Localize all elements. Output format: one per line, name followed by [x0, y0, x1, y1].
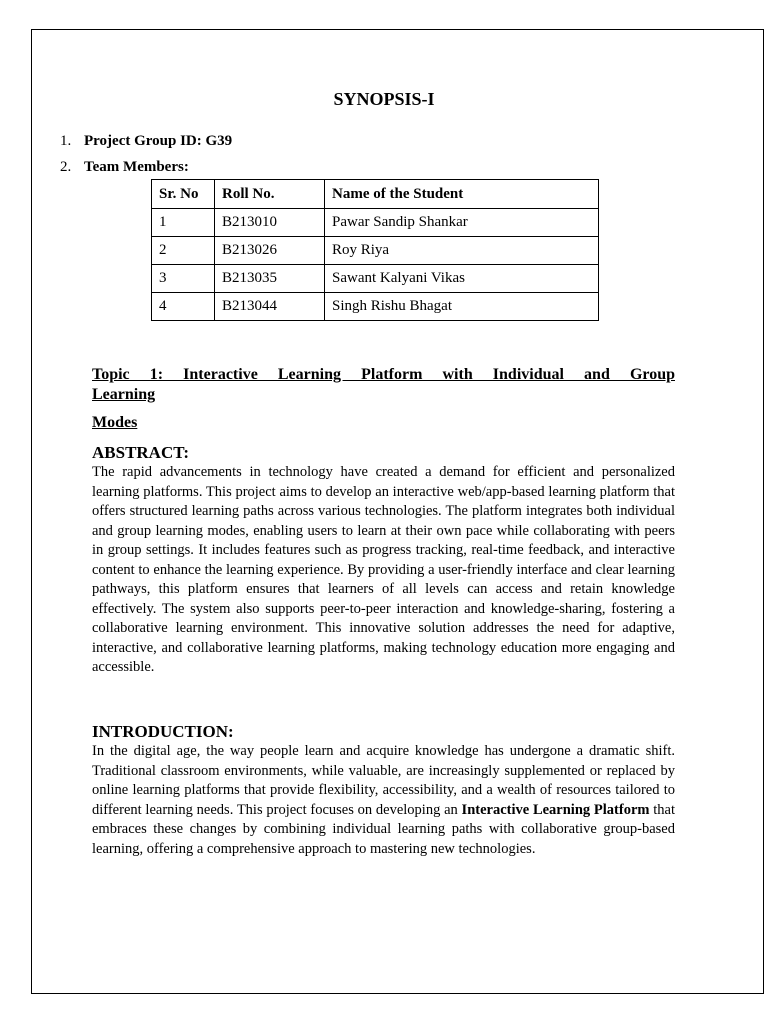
- item-number: 2.: [60, 159, 72, 175]
- topic-title-continuation: Modes: [92, 414, 138, 431]
- cell-roll-no: B213026: [215, 237, 325, 265]
- item-number: 1.: [60, 133, 72, 149]
- intro-text-bold: Interactive Learning Platform: [461, 801, 650, 818]
- introduction-heading: INTRODUCTION:: [92, 722, 234, 741]
- cell-roll-no: B213010: [215, 209, 325, 237]
- item-label: Project Group ID: G39: [84, 133, 233, 149]
- document-title: SYNOPSIS-I: [333, 89, 435, 109]
- item-label: Team Members:: [84, 159, 189, 175]
- team-members-item: [60, 159, 189, 176]
- table-row: [152, 265, 599, 293]
- cell-student-name: Pawar Sandip Shankar: [325, 209, 599, 237]
- intro-text-after: that embraces these changes by combining individual learning paths with collaborative group-based learning, offering a comprehensive approach to mastering new technologies.: [92, 801, 675, 857]
- cell-sr-no: 4: [152, 293, 215, 321]
- topic-title-line: Learning: [92, 386, 156, 403]
- cell-student-name: Singh Rishu Bhagat: [325, 293, 599, 321]
- column-header-student-name: Name of the Student: [325, 180, 599, 209]
- table-row: [152, 293, 599, 321]
- table-header-row: [152, 180, 599, 209]
- cell-roll-no: B213044: [215, 293, 325, 321]
- topic-heading: [92, 365, 675, 405]
- cell-sr-no: 2: [152, 237, 215, 265]
- abstract-paragraph: The rapid advancements in technology have created a demand for efficient and personalized learning platforms. This project aims to develop an interactive web/app-based learning platform that offers structured learning paths across various technologies. The platform integrates both individual and group learning modes, enabling users to learn at their own pace while collaborating with peers in group settings. It includes features such as progress tracking, real-time feedback, and interactive content to enhance the learning experience. By providing a user-friendly interface and clear learning pathways, this platform ensures that learners of all levels can access and retain knowledge effectively. The system also supports peer-to-peer interaction and knowledge-sharing, fostering a collaborative learning environment. This innovative solution addresses the need for adaptive, interactive, and collaborative learning platforms, making technology education more engaging and accessible.: [92, 464, 675, 675]
- team-members-table: [151, 179, 599, 321]
- table-row: [152, 209, 599, 237]
- project-group-item: [60, 133, 232, 150]
- column-header-sr-no: Sr. No: [152, 180, 215, 209]
- intro-text-before: In the digital age, the way people learn and acquire knowledge has undergone a dramatic shift. Traditional classroom environments, while valuable, are increasingly supplemented or replaced by online learning platforms that provide flexibility, accessibility, and a wealth of resources tailored to different learning needs. This project focuses on developing an: [92, 743, 675, 818]
- introduction-paragraph: [92, 742, 675, 859]
- cell-student-name: Sawant Kalyani Vikas: [325, 265, 599, 293]
- column-header-roll-no: Roll No.: [215, 180, 325, 209]
- abstract-heading: ABSTRACT:: [92, 443, 189, 462]
- cell-roll-no: B213035: [215, 265, 325, 293]
- table-row: [152, 237, 599, 265]
- cell-sr-no: 3: [152, 265, 215, 293]
- cell-sr-no: 1: [152, 209, 215, 237]
- cell-student-name: Roy Riya: [325, 237, 599, 265]
- topic-title-line: Topic 1: Interactive Learning Platform with Individual and Group: [92, 366, 675, 383]
